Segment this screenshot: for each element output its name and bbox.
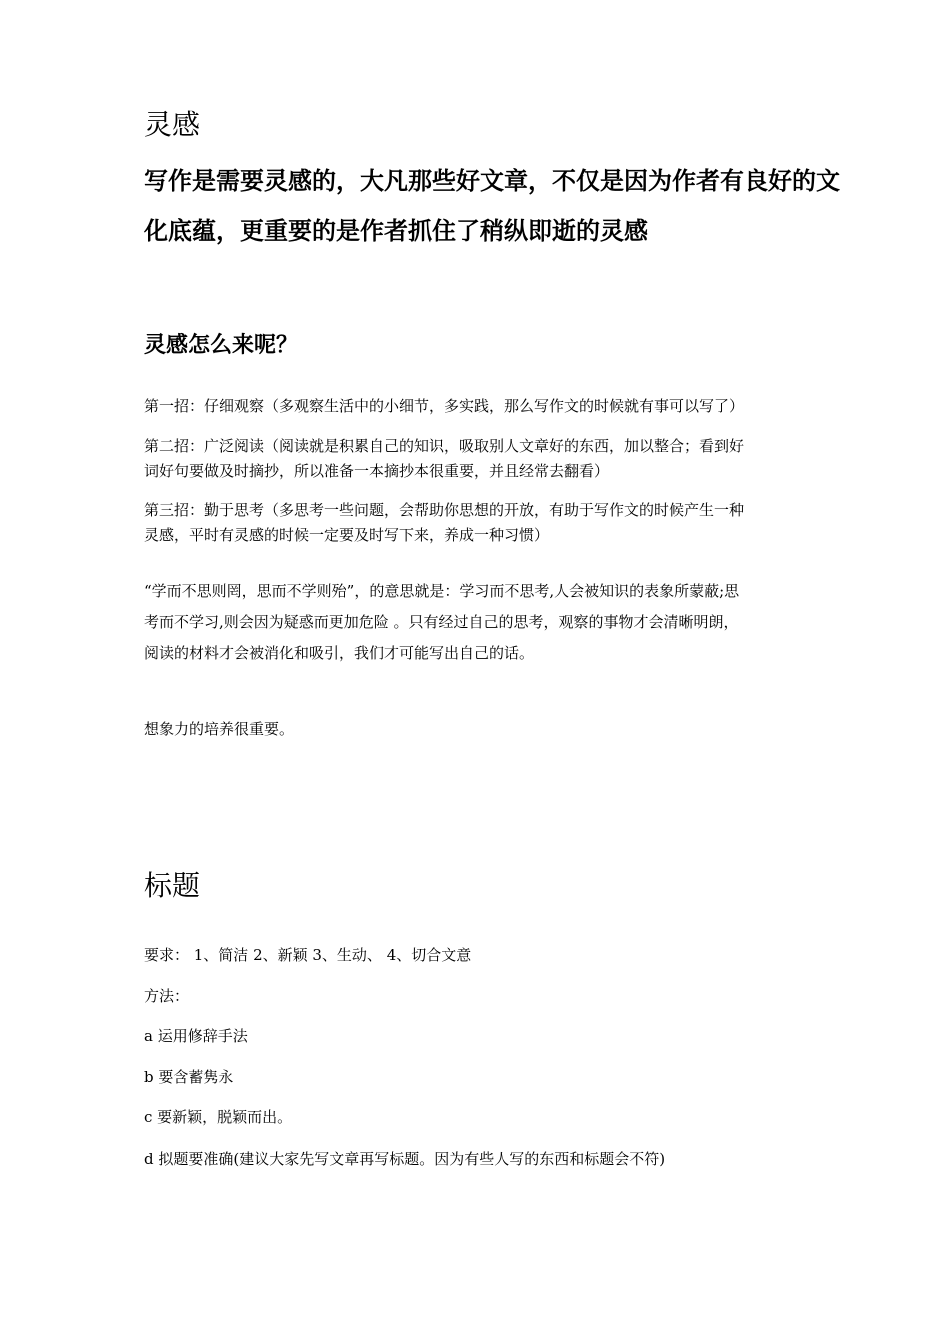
tip-3-line-1: 第三招：勤于思考（多思考一些问题，会帮助你思想的开放，有助于写作文的时候产生一种 — [144, 501, 745, 519]
tip-1: 第一招：仔细观察（多观察生活中的小细节，多实践，那么写作文的时候就有事可以写了） — [144, 397, 745, 415]
lead-line-1: 写作是需要灵感的，大凡那些好文章，不仅是因为作者有良好的文 — [144, 167, 840, 195]
methods-label: 方法： — [144, 987, 190, 1005]
subtitle-how-to-get-inspiration: 灵感怎么来呢？ — [144, 332, 299, 358]
method-c: c 要新颖，脱颖而出。 — [144, 1108, 293, 1126]
requirements-line: 要求： 1、简洁 2、新颖 3、生动、 4、切合文意 — [144, 946, 472, 964]
quote-line-1: “学而不思则罔，思而不学则殆”，的意思就是：学习而不思考,人会被知识的表象所蒙蔽;思 — [144, 582, 740, 600]
tip-2 — [144, 434, 812, 484]
section-title-headline: 标题 — [144, 869, 201, 902]
tip-3 — [144, 498, 812, 548]
lead-paragraph — [144, 156, 904, 256]
method-a: a 运用修辞手法 — [144, 1027, 248, 1045]
quote-line-3: 阅读的材料才会被消化和吸引，我们才可能写出自己的话。 — [144, 644, 535, 662]
tip-2-line-1: 第二招：广泛阅读（阅读就是积累自己的知识，吸取别人文章好的东西，加以整合；看到好 — [144, 437, 745, 455]
quote-line-2: 考而不学习,则会因为疑惑而更加危险 。只有经过自己的思考，观察的事物才会清晰明朗， — [144, 613, 739, 631]
section-title-inspiration: 灵感 — [144, 108, 201, 141]
tip-2-line-2: 词好句要做及时摘抄，所以准备一本摘抄本很重要，并且经常去翻看） — [144, 462, 610, 480]
imagination-note: 想象力的培养很重要。 — [144, 720, 295, 738]
lead-line-2: 化底蕴，更重要的是作者抓住了稍纵即逝的灵感 — [144, 217, 648, 245]
quote-paragraph — [144, 576, 812, 669]
tip-3-line-2: 灵感，平时有灵感的时候一定要及时写下来，养成一种习惯） — [144, 526, 550, 544]
method-b: b 要含蓄隽永 — [144, 1068, 234, 1086]
method-d: d 拟题要准确(建议大家先写文章再写标题。因为有些人写的东西和标题会不符) — [144, 1150, 666, 1168]
